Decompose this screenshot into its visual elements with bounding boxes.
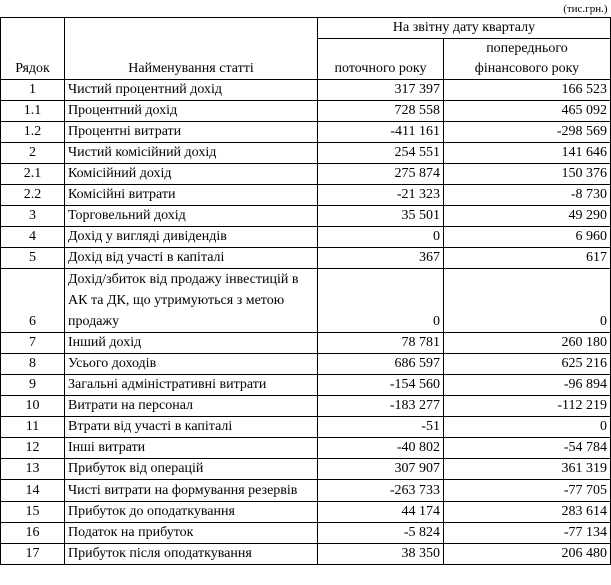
row-current: -154 560 (318, 374, 444, 395)
row-number: 12 (1, 437, 65, 458)
row-name: Інші витрати (65, 437, 318, 458)
table-row (1, 121, 611, 142)
row-current: 307 907 (318, 458, 444, 479)
row-previous: -96 894 (444, 374, 611, 395)
row-current: 35 501 (318, 205, 444, 226)
row-name: Комісійний дохід (65, 163, 318, 184)
table-row (1, 184, 611, 205)
row-name: Втрати від участі в капіталі (65, 416, 318, 437)
table-row (1, 416, 611, 437)
row-previous: 0 (444, 268, 611, 332)
table-row (1, 332, 611, 353)
row-name: Загальні адміністративні витрати (65, 374, 318, 395)
row-previous: 6 960 (444, 226, 611, 247)
row-name: Чистий комісійний дохід (65, 142, 318, 163)
table-row (1, 395, 611, 416)
row-current: -5 824 (318, 522, 444, 543)
row-name: Прибуток від операцій (65, 458, 318, 479)
row-previous: 150 376 (444, 163, 611, 184)
header-item-name: Найменування статті (65, 17, 318, 79)
row-number: 3 (1, 205, 65, 226)
row-current: -183 277 (318, 395, 444, 416)
row-previous: 283 614 (444, 501, 611, 522)
row-name: Процентні витрати (65, 121, 318, 142)
row-name: Дохід від участі в капіталі (65, 247, 318, 268)
row-previous: 141 646 (444, 142, 611, 163)
table-row (1, 479, 611, 501)
header-reporting-date: На звітну дату кварталу (318, 17, 611, 38)
row-current: -263 733 (318, 479, 444, 501)
row-previous: 617 (444, 247, 611, 268)
table-row (1, 437, 611, 458)
row-name: Податок на прибуток (65, 522, 318, 543)
units-spacer-2 (65, 0, 318, 17)
row-previous: 0 (444, 416, 611, 437)
table-row (1, 100, 611, 121)
row-name: Усього доходів (65, 353, 318, 374)
row-current: 78 781 (318, 332, 444, 353)
row-previous: 49 290 (444, 205, 611, 226)
row-current: -51 (318, 416, 444, 437)
row-previous: 260 180 (444, 332, 611, 353)
row-number: 16 (1, 522, 65, 543)
row-number: 15 (1, 501, 65, 522)
row-current: 254 551 (318, 142, 444, 163)
table-row (1, 268, 611, 332)
header-previous-year-line1: попереднього (444, 38, 611, 59)
row-name: Комісійні витрати (65, 184, 318, 205)
row-previous: 361 319 (444, 458, 611, 479)
row-previous: -77 705 (444, 479, 611, 501)
row-previous: -298 569 (444, 121, 611, 142)
table-row (1, 522, 611, 543)
row-name: Дохід/збиток від продажу інвестицій в АК та ДК, що утримуються з метою продажу (65, 268, 318, 332)
table-row (1, 247, 611, 268)
table-row (1, 226, 611, 247)
row-current: -411 161 (318, 121, 444, 142)
row-previous: 206 480 (444, 543, 611, 564)
row-previous: -77 134 (444, 522, 611, 543)
row-number: 10 (1, 395, 65, 416)
row-name: Дохід у вигляді дивідендів (65, 226, 318, 247)
row-current: -40 802 (318, 437, 444, 458)
row-number: 17 (1, 543, 65, 564)
row-previous: -112 219 (444, 395, 611, 416)
row-current: 728 558 (318, 100, 444, 121)
row-current: 275 874 (318, 163, 444, 184)
table-row (1, 163, 611, 184)
row-number: 7 (1, 332, 65, 353)
table-row (1, 458, 611, 479)
row-name: Прибуток до оподаткування (65, 501, 318, 522)
row-previous: -54 784 (444, 437, 611, 458)
row-current: 367 (318, 247, 444, 268)
units-spacer-1 (1, 0, 65, 17)
row-current: 0 (318, 268, 444, 332)
table-row (1, 501, 611, 522)
row-number: 2.2 (1, 184, 65, 205)
row-current: 44 174 (318, 501, 444, 522)
row-number: 1 (1, 79, 65, 100)
row-name: Прибуток після оподаткування (65, 543, 318, 564)
row-current: 38 350 (318, 543, 444, 564)
row-number: 13 (1, 458, 65, 479)
row-previous: -8 730 (444, 184, 611, 205)
row-number: 2.1 (1, 163, 65, 184)
table-row (1, 205, 611, 226)
row-number: 9 (1, 374, 65, 395)
row-name: Чисті витрати на формування резервів (65, 479, 318, 501)
table-row (1, 79, 611, 100)
row-name: Торговельний дохід (65, 205, 318, 226)
row-number: 1.2 (1, 121, 65, 142)
row-name: Чистий процентний дохід (65, 79, 318, 100)
row-number: 14 (1, 479, 65, 501)
header-row-number: Рядок (1, 17, 65, 79)
header-previous-year-line2: фінансового року (444, 59, 611, 80)
header-current-year: поточного року (318, 38, 444, 79)
units-label: (тис.грн.) (444, 0, 611, 17)
table-row (1, 374, 611, 395)
row-name: Інший дохід (65, 332, 318, 353)
table-row (1, 142, 611, 163)
row-number: 11 (1, 416, 65, 437)
row-previous: 625 216 (444, 353, 611, 374)
row-current: 686 597 (318, 353, 444, 374)
row-previous: 465 092 (444, 100, 611, 121)
row-number: 4 (1, 226, 65, 247)
row-number: 6 (1, 268, 65, 332)
row-name: Процентний дохід (65, 100, 318, 121)
row-number: 1.1 (1, 100, 65, 121)
row-number: 2 (1, 142, 65, 163)
row-number: 5 (1, 247, 65, 268)
row-current: 317 397 (318, 79, 444, 100)
table-row (1, 353, 611, 374)
row-current: 0 (318, 226, 444, 247)
row-name: Витрати на персонал (65, 395, 318, 416)
table-row (1, 543, 611, 564)
row-previous: 166 523 (444, 79, 611, 100)
units-spacer-3 (318, 0, 444, 17)
row-number: 8 (1, 353, 65, 374)
row-current: -21 323 (318, 184, 444, 205)
